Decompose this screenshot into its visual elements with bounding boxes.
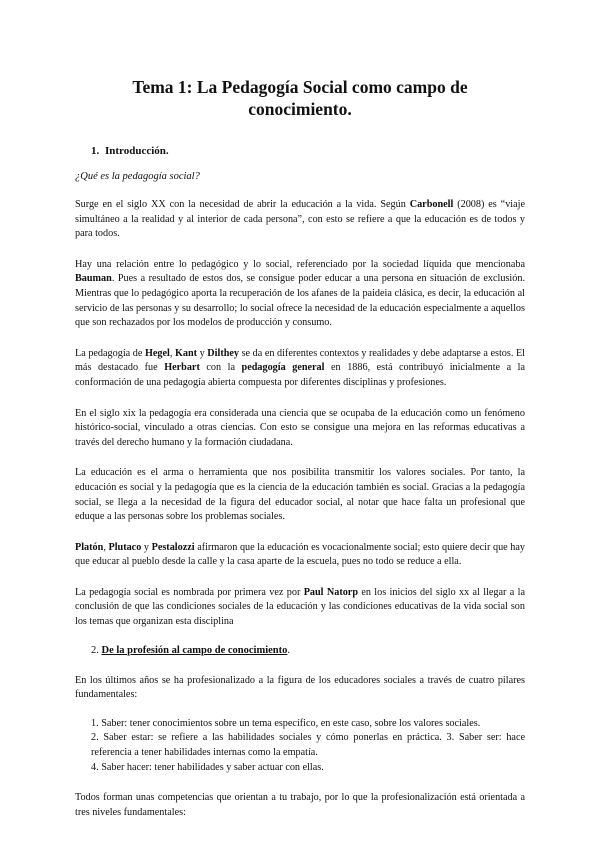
p2-text-c: . Pues a resultado de estos dos, se consigue poder educar a una persona en situación de exclusión. Mientras que lo pedagógico aporta la recuperación de los afanes de la paideia clásica, es decir, la educación al servicio de las personas y su desarrollo; lo social ofrece la necesidad de la educación especialmente a aquellos que son rechazados por los modelos de producción y consumo. [75, 273, 525, 329]
section-2-trail: . [287, 644, 290, 656]
paragraph-7 [75, 586, 525, 630]
section-2-heading [91, 644, 525, 658]
p3-name-herbart: Herbart [164, 362, 200, 374]
p3-name-hegel: Hegel [144, 347, 170, 359]
p3-text-c: , [169, 347, 175, 359]
p6-text-f: afirmaron que la educación es vocacionalmente social; esto quiere decir que hay que educar al pueblo desde la calle y la casa aparte de la escuela, pues no todo se reduce a ella. [75, 541, 526, 568]
section-1-title: Introducción. [105, 145, 169, 157]
p2-name-bauman: Bauman [75, 273, 112, 285]
section-2-number: 2. [91, 644, 99, 656]
p7-name-natorp: Paul Natorp [303, 586, 358, 598]
paragraph-8: En los últimos años se ha profesionalizado a la figura de los educadores sociales a través de cuatro pilares fundamentales: [75, 674, 525, 701]
p3-text-e: y [197, 347, 208, 359]
paragraph-6 [75, 541, 525, 570]
p6-text-d: y [141, 541, 152, 553]
p3-text-g: se da en diferentes contextos y realidades y debe adaptarse a estos. El más destacado fue [75, 347, 526, 374]
p1-text-a: Surge en el siglo XX con la necesidad de abrir la educación a la vida. Según [75, 199, 410, 210]
p3-term-pedagogia-general: pedagogía general [241, 362, 325, 374]
p3-text-i: con la [199, 362, 242, 374]
document-title: Tema 1: La Pedagogía Social como campo de conocimiento. [132, 77, 468, 119]
paragraph-1 [75, 198, 525, 242]
p1-name-carbonell: Carbonell [409, 199, 454, 210]
paragraph-9: Todos forman unas competencias que orientan a tu trabajo, por lo que la profesionalización está orientada a tres niveles fundamentales: [75, 792, 525, 818]
section-1-number: 1. [91, 145, 100, 157]
question-heading: ¿Qué es la pedagogía social? [75, 171, 200, 182]
list-item: 4. Saber hacer: tener habilidades y saber actuar con ellas. [91, 761, 324, 773]
p3-text-k: en 1886, está contribuyó inicialmente a la conformación de una pedagogía abierta compuesta por diferentes disciplinas y profesiones. [75, 362, 526, 388]
list-item: 2. Saber estar: se refiere a las habilidades sociales y cómo ponerlas en práctica. 3. Saber ser: hace referencia a tener habilidades internas como la empatía. [91, 732, 525, 759]
pillars-list [75, 717, 525, 775]
paragraph-2 [75, 258, 525, 331]
p7-text-c: en los inicios del siglo xx al llegar a la conclusión de que las condiciones sociales de la educación y las condiciones educativas de la vida social son los temas que organizan esta disciplina [75, 586, 526, 628]
p3-name-dilthey: Dilthey [207, 347, 239, 359]
p1-text-c: (2008) es “viaje simultáneo a la realidad y al interior de cada persona”, con esto se refiere a que la educación es de todos y para todos. [75, 199, 525, 240]
section-1-heading [91, 144, 525, 158]
p3-text-a: La pedagogía de [75, 347, 145, 359]
p7-text-a: La pedagogía social es nombrada por primera vez por [75, 586, 304, 598]
paragraph-4: En el siglo xix la pedagogía era considerada una ciencia que se ocupaba de la educación como un fenómeno histórico-social, vinculado a otras ciencias. Con esto se consigue una mejora en las reformas educativas a través del derecho humano y la formación ciudadana. [75, 407, 525, 448]
paragraph-5: La educación es el arma o herramienta que nos posibilita transmitir los valores sociales. Por tanto, la educación es social y la pedagogía que es la ciencia de la educación también es social. Gracias a la pedagogía social, se llega a la necesidad de la figura del educador social, al notar que hace falta un profesional que eduque a las personas sobre los problemas sociales. [75, 467, 525, 523]
p3-name-kant: Kant [174, 347, 198, 359]
p6-name-plutaco: Plutaco [108, 541, 142, 553]
p2-text-a: Hay una relación entre lo pedagógico y lo social, referenciado por la sociedad líquida que mencionaba [75, 258, 525, 270]
section-2-title: De la profesión al campo de conocimiento [101, 644, 288, 656]
p6-text-b: , [103, 541, 109, 553]
paragraph-3 [75, 347, 525, 391]
p6-name-pestalozzi: Pestalozzi [151, 541, 195, 553]
list-item: 1. Saber: tener conocimientos sobre un tema específico, en este caso, sobre los valores sociales. [91, 717, 481, 729]
p6-name-platon: Platón [75, 541, 104, 553]
